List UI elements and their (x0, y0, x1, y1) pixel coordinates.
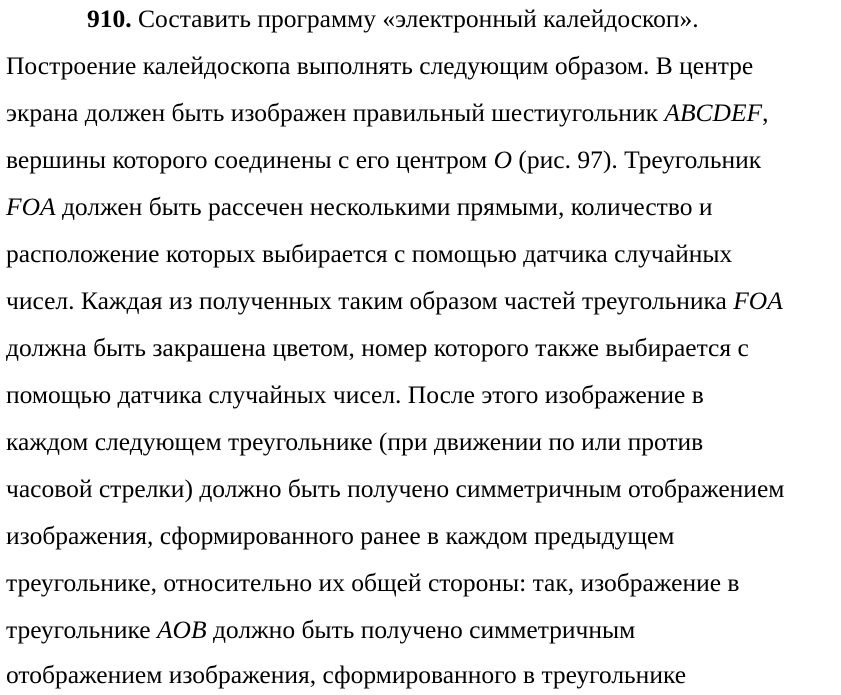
problem-number: 910. (87, 4, 132, 33)
text-line-4 (6, 145, 761, 175)
hexagon-name: ABCDEF (664, 98, 763, 127)
text-line-2 (6, 51, 753, 81)
line-segment: чисел. Каждая из полученных таким образом частей треугольника (6, 286, 734, 315)
text-line-8 (6, 333, 749, 363)
line-segment: экрана должен быть изображен правильный шестиугольник (6, 98, 665, 127)
text-line-6 (6, 239, 732, 269)
line-segment: , (762, 98, 769, 127)
text-line-13 (6, 568, 739, 598)
text-line-5 (6, 192, 712, 222)
line-segment: должно быть получено симметричным (206, 615, 636, 644)
line-segment: Построение калейдоскопа выполнять следующим образом. В центре (6, 51, 754, 80)
line-segment: расположение которых выбирается с помощью датчика случайных (6, 239, 733, 268)
line-segment: (рис. 97). Треугольник (512, 145, 762, 174)
line-segment: помощью датчика случайных чисел. После этого изображение в (6, 380, 704, 409)
text-line-10 (6, 427, 703, 457)
line-segment: треугольнике, относительно их общей стороны: так, изображение в (6, 568, 740, 597)
text-line-11 (6, 474, 784, 504)
triangle-name: AOB (156, 615, 207, 644)
triangle-name: FOA (6, 192, 56, 221)
text-line-15 (6, 660, 686, 690)
line-segment: Составить программу «электронный калейдоскоп». (131, 4, 699, 33)
text-line-1 (87, 4, 699, 34)
line-segment: должна быть закрашена цветом, номер которого также выбирается с (6, 333, 749, 362)
triangle-name: FOA (733, 286, 783, 315)
text-line-9 (6, 380, 704, 410)
text-line-7 (6, 286, 783, 316)
line-segment: отображением изображения, сформированного в треугольнике (6, 660, 687, 689)
line-segment: должен быть рассечен несколькими прямыми, количество и (55, 192, 713, 221)
line-segment: треугольнике (6, 615, 157, 644)
text-line-3 (6, 98, 768, 128)
line-segment: каждом следующем треугольнике (при движении по или против (6, 427, 704, 456)
line-segment: часовой стрелки) должно быть получено симметричным отображением (6, 474, 785, 503)
text-line-12 (6, 521, 674, 551)
text-line-14 (6, 615, 635, 645)
line-segment: изображения, сформированного ранее в каждом предыдущем (6, 521, 675, 550)
center-name: O (493, 145, 512, 174)
line-segment: вершины которого соединены с его центром (6, 145, 494, 174)
